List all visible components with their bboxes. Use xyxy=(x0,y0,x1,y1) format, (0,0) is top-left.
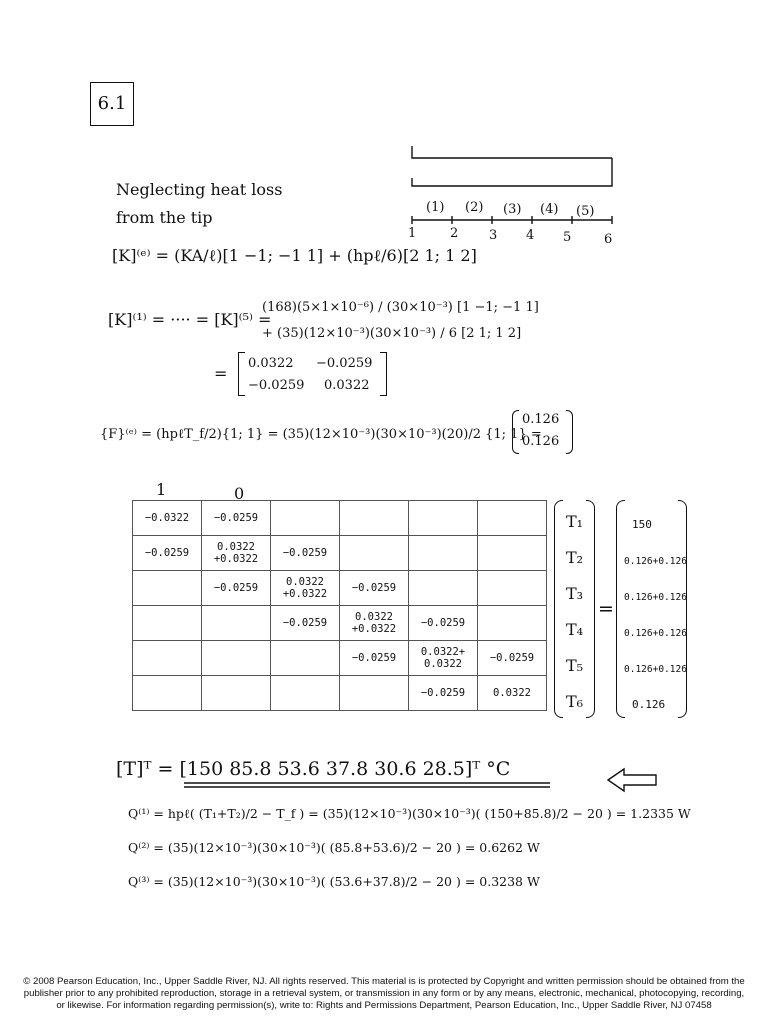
rhs-entry: 0.126 xyxy=(632,698,666,711)
k-matrix-lhs: [K]⁽¹⁾ = ···· = [K]⁽⁵⁾ = xyxy=(108,310,272,329)
element-label: (4) xyxy=(540,202,559,217)
matrix-cell: 0.0322 +0.0322 xyxy=(340,606,409,641)
unknowns-brace-left xyxy=(554,500,563,718)
matrix-equals-sign: = xyxy=(598,598,614,620)
k-result-cell: 0.0322 xyxy=(248,356,294,371)
matrix-cell xyxy=(202,641,271,676)
matrix-row xyxy=(133,536,547,571)
node-label: 1 xyxy=(408,226,417,241)
matrix-cell: −0.0259 xyxy=(133,536,202,571)
matrix-cell xyxy=(133,641,202,676)
rhs-entry: 0.126+0.126 xyxy=(624,664,687,675)
element-label: (5) xyxy=(576,204,595,219)
unknown-entry: T₂ xyxy=(566,548,584,567)
matrix-cell xyxy=(340,676,409,711)
matrix-cell xyxy=(478,571,547,606)
matrix-cell xyxy=(133,676,202,711)
matrix-cell xyxy=(478,536,547,571)
matrix-cell: 0.0322+ 0.0322 xyxy=(409,641,478,676)
rhs-entry: 0.126+0.126 xyxy=(624,628,687,639)
k-matrix-term-1: (168)(5×1×10⁻⁶) / (30×10⁻³) [1 −1; −1 1] xyxy=(262,300,539,315)
k-result-cell: 0.0322 xyxy=(324,378,370,393)
k-result-bracket-left xyxy=(238,352,245,396)
problem-number: 6.1 xyxy=(97,93,127,114)
heat-loss-element-1: Q⁽¹⁾ = hpℓ( (T₁+T₂)/2 − T_f ) = (35)(12×10⁻³)(30×10⁻³)( (150+85.8)/2 − 20 ) = 1.2335 W xyxy=(128,806,691,821)
matrix-cell xyxy=(478,606,547,641)
matrix-cell xyxy=(133,571,202,606)
matrix-cell xyxy=(409,571,478,606)
rhs-entry: 0.126+0.126 xyxy=(624,556,687,567)
matrix-cell: −0.0322 xyxy=(133,501,202,536)
heat-loss-element-3: Q⁽³⁾ = (35)(12×10⁻³)(30×10⁻³)( (53.6+37.8)/2 − 20 ) = 0.3238 W xyxy=(128,874,540,889)
matrix-cell: 0.0322 +0.0322 xyxy=(202,536,271,571)
matrix-cell xyxy=(271,676,340,711)
unknowns-brace-right xyxy=(586,500,595,718)
matrix-cell xyxy=(340,501,409,536)
temperature-underline xyxy=(184,780,554,790)
matrix-cell: −0.0259 xyxy=(202,501,271,536)
matrix-cell xyxy=(271,501,340,536)
unknown-entry: T₄ xyxy=(566,620,584,639)
matrix-row xyxy=(133,641,547,676)
node-label: 4 xyxy=(526,228,535,243)
unknown-entry: T₃ xyxy=(566,584,584,603)
solution-page: 6.1 Neglecting heat loss from the tip (1) (2) (3) (4) (5) 1 2 3 4 5 6 [K]⁽ᵉ⁾ = (KA/ℓ)[1 −1; −1 1] + (hpℓ/6)[2 1; 1 2] [K]⁽¹⁾ = ···· = [K]⁽⁵⁾ = (168)(5×1×10⁻⁶) / (30×10⁻³) [1 −1; −1 1] + (35)(12×10⁻³)(30×10⁻³) / 6 [2 1; 1 2] = 0.0322 −0.0259 −0.0259 0.0322 {F}⁽ᵉ⁾ = (hpℓT_f/2){1; 1} = (35)(12×10⁻³)(30×10⁻³)(20)/2 {1; 1} = 0.126 0.126 1 0 −0.0322 −0.0259 −0.0259 0.0322 +0.0322 −0.0259 −0.0259 0.0322 +0.0322 −0.0259 −0.0259 0.0322 +0.0322 −0.0259 −0.0259 0.0322+ 0.0322 −0.0259 −0.0259 0.0322 T₁ T₂ T₃ T₄ T₅ T₆ = 150 0.126+0.126 0.126+0.126 0.126+0.126 0.126+0.126 0.126 [T]ᵀ = [150 85.8 53.6 37.8 30.6 28.5]ᵀ °C Q⁽¹⁾ = hpℓ( (T₁+T₂)/2 − T_f ) = (35)(12×10⁻³)(30×10⁻³)( (150+85.8)/2 − 20 ) = 1.2335 W Q⁽²⁾ = (35)(12×10⁻³)(30×10⁻³)( (85.8+53.6)/2 − 20 ) = 0.6262 W Q⁽³⁾ = (35)(12×10⁻³)(30×10⁻³)( (53.6+37.8)/2 − 20 ) = 0.3238 W © 2008 Pearson Education, Inc., Upper Saddle River, NJ. All rights reserved. This material is is protected by Copyright and written permission should be obtained from the publisher prior to any prohibited reproduction, storage in a retrieval system, or transmission in any form or by any means, electronic, mechanical, photocopying, recording, or likewise. For information regarding permission(s), write to: Rights and Permissions Department, Pearson Education, Inc., Upper Saddle River, NJ 07458 xyxy=(0,0,768,1024)
matrix-row xyxy=(133,676,547,711)
node-label: 5 xyxy=(563,230,572,245)
f-result-cell: 0.126 xyxy=(522,412,560,427)
element-label: (2) xyxy=(465,200,484,215)
header-line-2: from the tip xyxy=(116,208,213,227)
matrix-cell: 0.0322 xyxy=(478,676,547,711)
rhs-brace-right xyxy=(678,500,687,718)
temperature-result: [T]ᵀ = [150 85.8 53.6 37.8 30.6 28.5]ᵀ °C xyxy=(116,758,511,780)
left-arrow-icon xyxy=(606,766,660,794)
matrix-cell: −0.0259 xyxy=(202,571,271,606)
matrix-cell: −0.0259 xyxy=(409,606,478,641)
k-result-cell: −0.0259 xyxy=(316,356,373,371)
matrix-row xyxy=(133,571,547,606)
heat-loss-element-2: Q⁽²⁾ = (35)(12×10⁻³)(30×10⁻³)( (85.8+53.6)/2 − 20 ) = 0.6262 W xyxy=(128,840,540,855)
matrix-cell xyxy=(340,536,409,571)
unknown-entry: T₅ xyxy=(566,656,584,675)
element-label: (1) xyxy=(426,200,445,215)
copyright-footer: © 2008 Pearson Education, Inc., Upper Saddle River, NJ. All rights reserved. This material is is protected by Copyright and written permission should be obtained from the publisher prior to any prohibited reproduction, storage in a retrieval system, or transmission in any form or by any means, electronic, mechanical, photocopying, recording, or likewise. For information regarding permission(s), write to: Rights and Permissions Department, Pearson Education, Inc., Upper Saddle River, NJ 07458 xyxy=(23,976,745,1011)
matrix-row xyxy=(133,606,547,641)
matrix-cell: −0.0259 xyxy=(271,606,340,641)
matrix-column-mark: 0 xyxy=(234,484,245,503)
problem-number-box xyxy=(90,82,134,126)
node-label: 2 xyxy=(450,226,459,241)
rhs-entry: 0.126+0.126 xyxy=(624,592,687,603)
unknown-entry: T₆ xyxy=(566,692,584,711)
matrix-cell: −0.0259 xyxy=(478,641,547,676)
matrix-cell xyxy=(409,501,478,536)
rhs-entry: 150 xyxy=(632,518,652,531)
matrix-cell: −0.0259 xyxy=(271,536,340,571)
f-result-brace-right xyxy=(566,410,573,454)
matrix-cell xyxy=(478,501,547,536)
matrix-row xyxy=(133,501,547,536)
f-vector-equation: {F}⁽ᵉ⁾ = (hpℓT_f/2){1; 1} = (35)(12×10⁻³)(30×10⁻³)(20)/2 {1; 1} = xyxy=(100,427,542,442)
node-label: 6 xyxy=(604,232,613,247)
node-label: 3 xyxy=(489,228,498,243)
f-result-cell: 0.126 xyxy=(522,434,560,449)
f-result-brace-left xyxy=(512,410,519,454)
unknown-entry: T₁ xyxy=(566,512,584,531)
element-label: (3) xyxy=(503,202,522,217)
k-result-cell: −0.0259 xyxy=(248,378,305,393)
global-stiffness-matrix xyxy=(132,500,547,711)
matrix-cell xyxy=(202,606,271,641)
matrix-cell: −0.0259 xyxy=(409,676,478,711)
header-line-1: Neglecting heat loss xyxy=(116,180,283,199)
k-result-bracket-right xyxy=(380,352,387,396)
matrix-column-mark: 1 xyxy=(156,480,167,499)
matrix-cell: −0.0259 xyxy=(340,641,409,676)
matrix-cell xyxy=(271,641,340,676)
matrix-cell: −0.0259 xyxy=(340,571,409,606)
element-matrix-equation: [K]⁽ᵉ⁾ = (KA/ℓ)[1 −1; −1 1] + (hpℓ/6)[2 1; 1 2] xyxy=(112,246,477,265)
matrix-cell xyxy=(409,536,478,571)
rhs-brace-left xyxy=(616,500,625,718)
k-matrix-term-2: + (35)(12×10⁻³)(30×10⁻³) / 6 [2 1; 1 2] xyxy=(262,326,522,341)
matrix-cell: 0.0322 +0.0322 xyxy=(271,571,340,606)
matrix-cell xyxy=(133,606,202,641)
matrix-cell xyxy=(202,676,271,711)
fin-diagram xyxy=(400,140,630,250)
